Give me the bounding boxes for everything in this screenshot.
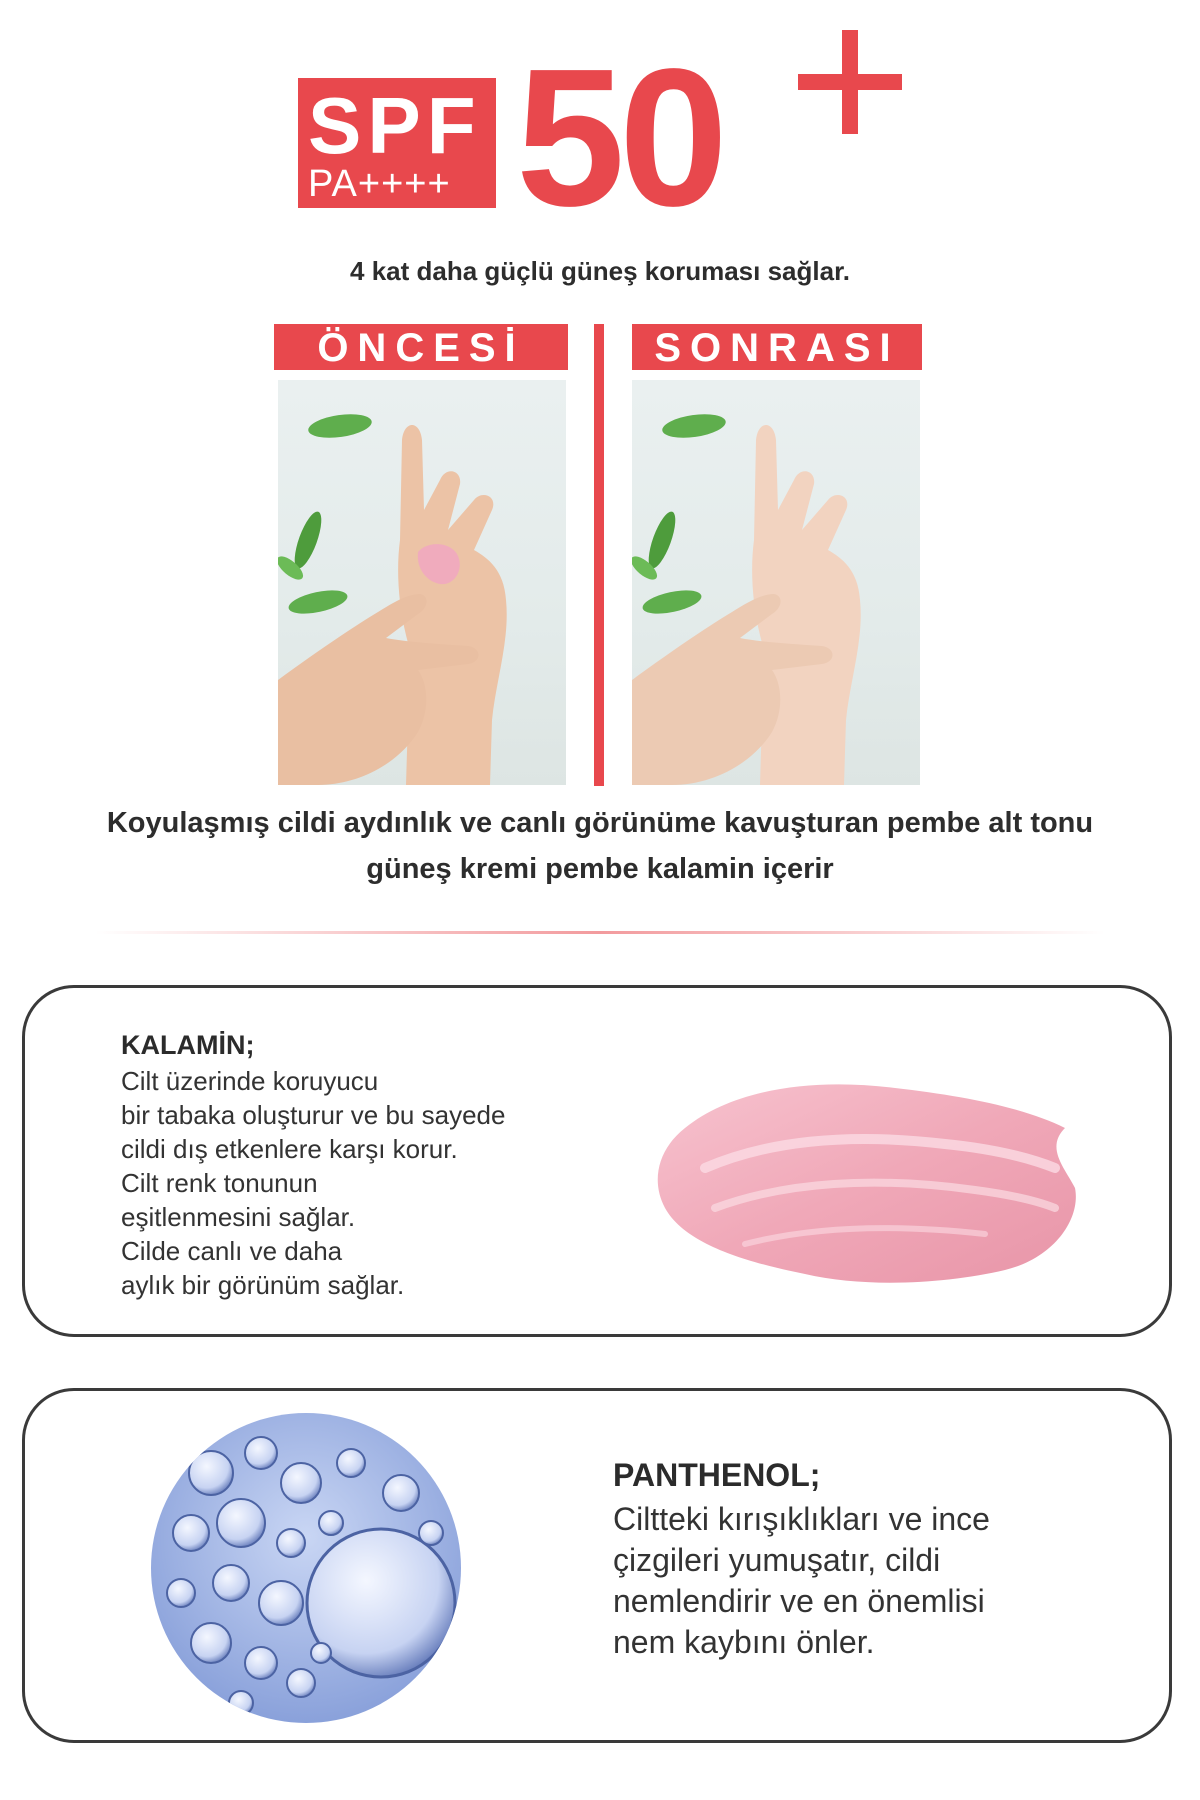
- comparison-divider: [594, 324, 604, 786]
- comparison-caption-line-1: Koyulaşmış cildi aydınlık ve canlı görünüme kavuşturan pembe alt tonu: [106, 807, 1094, 839]
- bubbles-illustration: [151, 1413, 461, 1723]
- leaf-shape: [307, 411, 373, 442]
- plus-icon: [798, 30, 902, 134]
- leaf-shape: [289, 509, 326, 572]
- comparison-caption: [0, 800, 1200, 892]
- leaf-shape: [641, 586, 704, 618]
- spf-badge: [298, 78, 496, 208]
- kalamin-card: [22, 985, 1172, 1337]
- spf-number: 50: [516, 28, 723, 247]
- leaf-shape: [661, 411, 727, 442]
- panthenol-line: nemlendirir ve en önemlisi: [613, 1583, 985, 1619]
- leaf-shape: [287, 586, 350, 618]
- section-divider: [95, 931, 1105, 934]
- kalamin-line: Cilde canlı ve daha: [121, 1236, 343, 1266]
- after-photo: [632, 380, 920, 785]
- leaf-shape: [643, 509, 680, 572]
- panthenol-card: [22, 1388, 1172, 1743]
- hands-after-cream-illustration: [632, 380, 920, 785]
- kalamin-line: Cilt renk tonunun: [121, 1168, 318, 1198]
- comparison-caption-line-2: güneş kremi pembe kalamin içerir: [366, 853, 834, 885]
- bubbles-image: [151, 1413, 461, 1723]
- kalamin-line: cildi dış etkenlere karşı korur.: [121, 1134, 458, 1164]
- pink-cream-swatch-image: [645, 1058, 1085, 1298]
- kalamin-line: eşitlenmesini sağlar.: [121, 1202, 356, 1232]
- before-photo: [278, 380, 566, 785]
- panthenol-line: Ciltteki kırışıklıkları ve ince: [613, 1501, 990, 1537]
- kalamin-line: aylık bir görünüm sağlar.: [121, 1270, 405, 1300]
- kalamin-description: [121, 1064, 505, 1302]
- hands-applying-cream-illustration: [278, 380, 566, 785]
- panthenol-line: çizgileri yumuşatır, cildi: [613, 1542, 941, 1578]
- kalamin-line: Cilt üzerinde koruyucu: [121, 1066, 379, 1096]
- pa-rating: PA++++: [308, 163, 451, 205]
- spf-caption: 4 kat daha güçlü güneş koruması sağlar.: [350, 256, 850, 286]
- spf-logo: [298, 30, 900, 250]
- kalamin-title: KALAMİN;: [121, 1030, 255, 1060]
- before-label: ÖNCESİ: [274, 324, 568, 370]
- panthenol-line: nem kaybını önler.: [613, 1624, 875, 1660]
- spf-label: SPF: [308, 81, 482, 170]
- after-label: SONRASI: [632, 324, 922, 370]
- panthenol-title: PANTHENOL;: [613, 1457, 821, 1493]
- panthenol-description: [613, 1499, 990, 1663]
- kalamin-line: bir tabaka oluşturur ve bu sayede: [121, 1100, 506, 1130]
